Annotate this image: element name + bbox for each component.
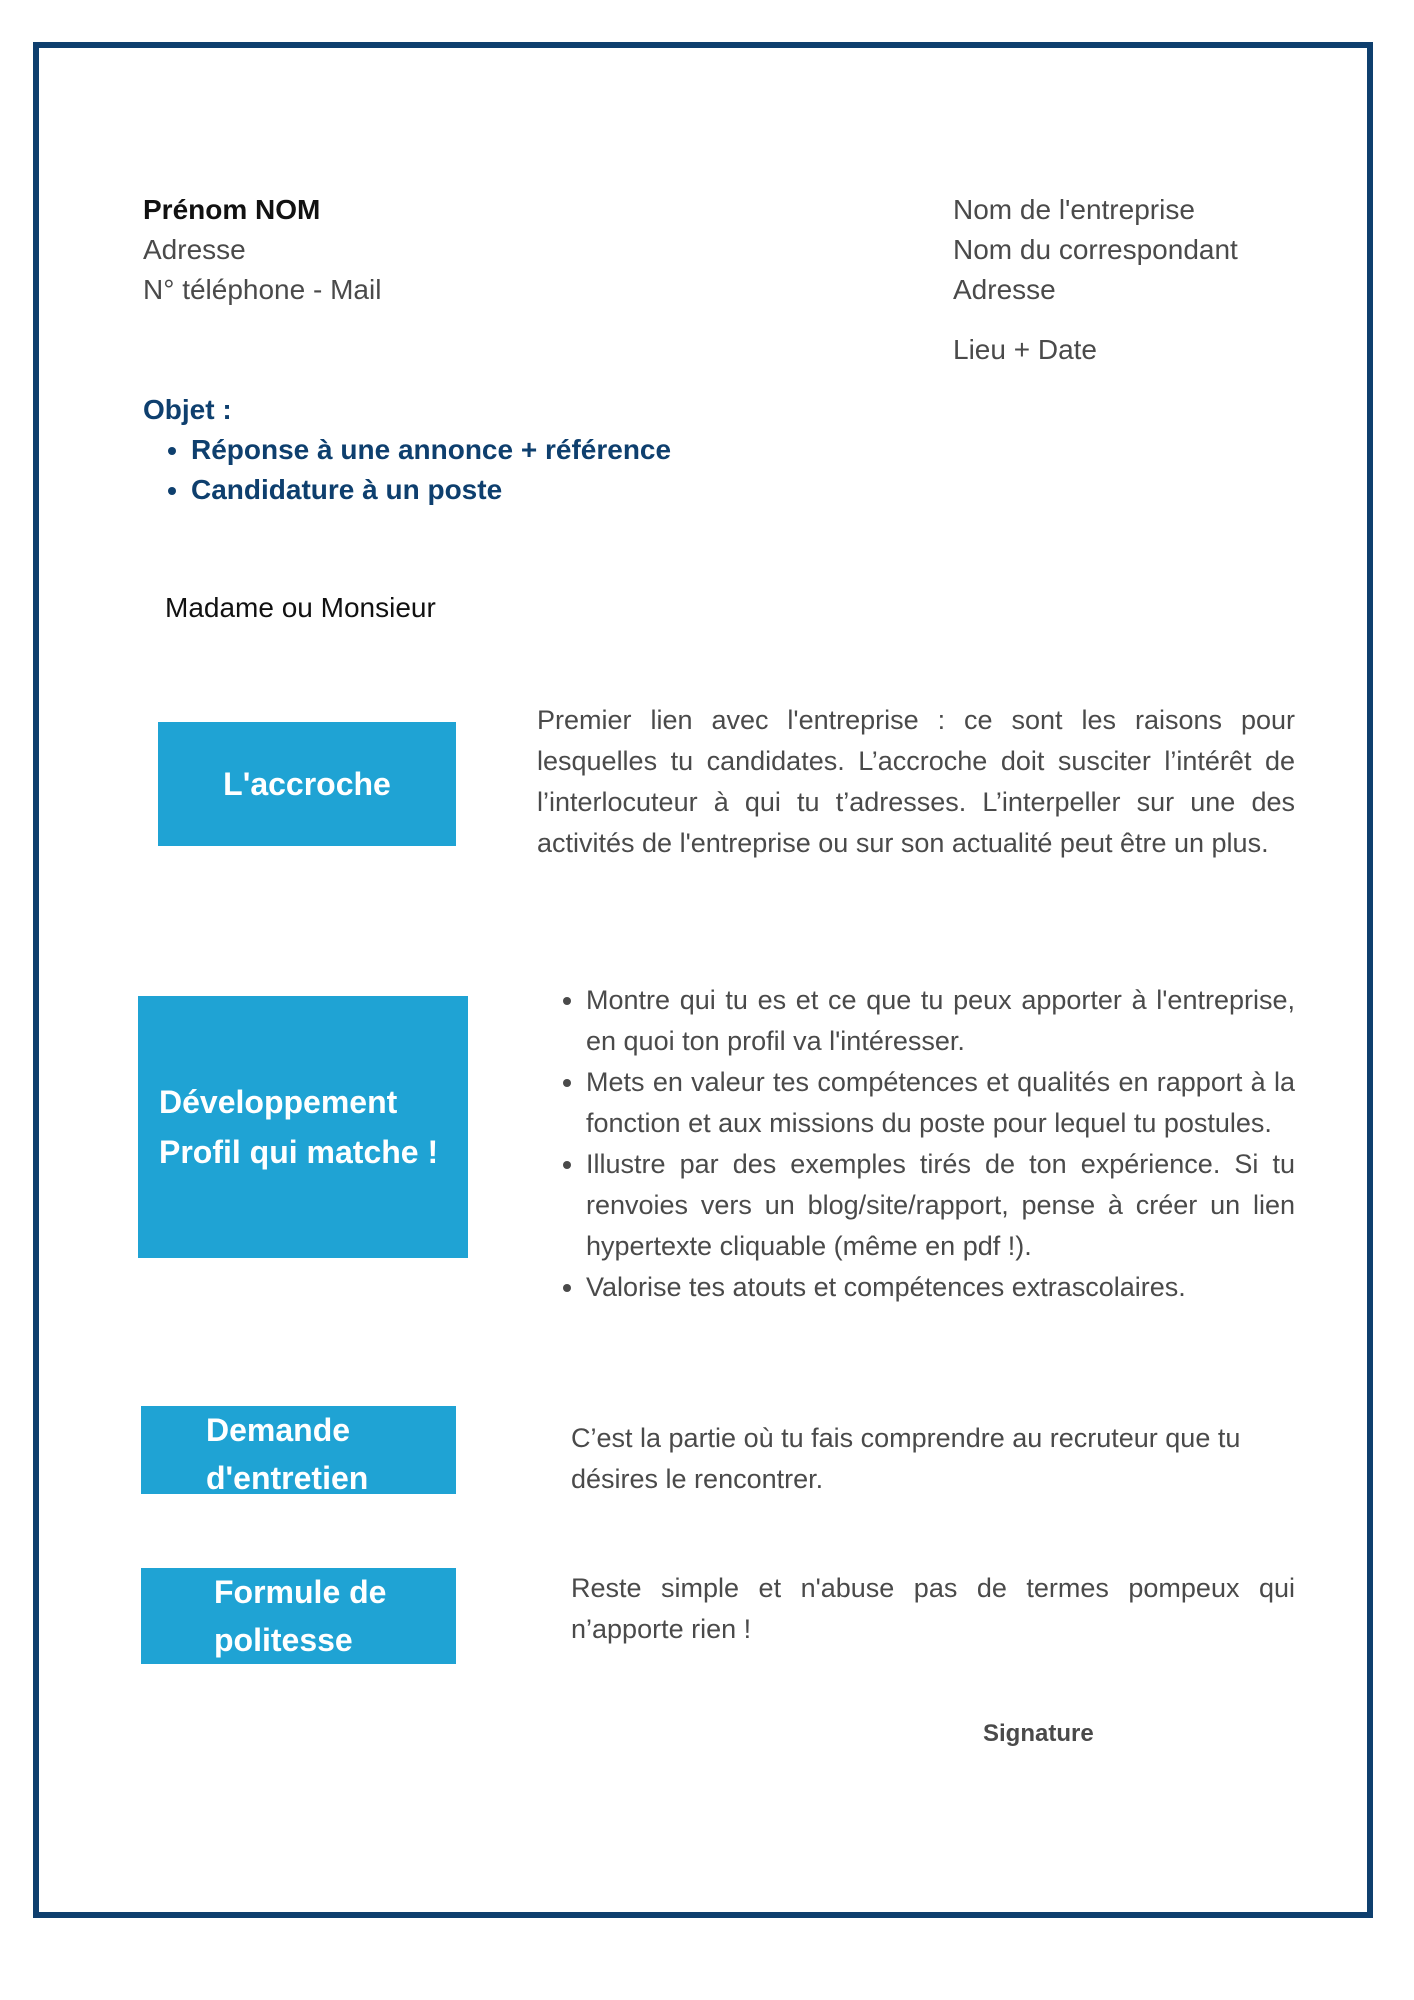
objet-label: Objet : xyxy=(143,394,232,425)
entretien-title-line1: Demande xyxy=(206,1412,351,1448)
developpement-list xyxy=(537,980,1295,1308)
developpement-bullet: • Illustre par des exemples tirés de ton expérience. Si tu renvoies vers un blog/site/rapport, pense à créer un lien hypertexte cliquable (même en pdf !). xyxy=(586,1144,1295,1267)
place-date: Lieu + Date xyxy=(953,334,1097,365)
politesse-text: Reste simple et n'abuse pas de termes pompeux qui n’apporte rien ! xyxy=(571,1573,1295,1644)
politesse-box xyxy=(141,1568,456,1664)
salutation: Madame ou Monsieur xyxy=(165,592,436,623)
developpement-bullet: • Montre qui tu es et ce que tu peux apporter à l'entreprise, en quoi ton profil va l'intéresser. xyxy=(586,980,1295,1062)
sender-address: Adresse xyxy=(143,234,246,265)
sender-name: Prénom NOM xyxy=(143,194,321,225)
entretien-text: C’est la partie où tu fais comprendre au recruteur que tu désires le rencontrer. xyxy=(571,1423,1241,1494)
entretien-box xyxy=(141,1406,456,1494)
accroche-text: Premier lien avec l'entreprise : ce sont les raisons pour lesquelles tu candidates. L’accroche doit susciter l’intérêt de l’interlocuteur à qui tu t’adresses. L’interpeller sur une des activités de l'entreprise ou sur son actualité peut être un plus. xyxy=(537,705,1295,858)
developpement-bullet: • Mets en valeur tes compétences et qualités en rapport à la fonction et aux missions du poste pour lequel tu postules. xyxy=(586,1062,1295,1144)
developpement-title-line2: Profil qui matche ! xyxy=(159,1134,439,1170)
developpement-bullet: • Valorise tes atouts et compétences extrascolaires. xyxy=(586,1267,1295,1308)
developpement-text xyxy=(537,980,1295,1308)
recipient-block xyxy=(953,190,1238,310)
sender-contact: N° téléphone - Mail xyxy=(143,274,382,305)
politesse-title-line2: politesse xyxy=(214,1622,353,1658)
developpement-title-line1: Développement xyxy=(159,1084,398,1120)
accroche-box xyxy=(158,722,456,846)
recipient-correspondent: Nom du correspondant xyxy=(953,234,1238,265)
accroche-title: L'accroche xyxy=(223,765,391,802)
sender-block xyxy=(143,190,381,310)
developpement-box xyxy=(138,996,468,1258)
objet-block xyxy=(143,390,671,510)
objet-item: • Réponse à une annonce + référence xyxy=(191,430,671,470)
signature: Signature xyxy=(983,1720,1094,1747)
entretien-title-line2: d'entretien xyxy=(206,1460,369,1496)
recipient-company: Nom de l'entreprise xyxy=(953,194,1195,225)
objet-list xyxy=(143,430,671,510)
objet-item: • Candidature à un poste xyxy=(191,470,671,510)
recipient-address: Adresse xyxy=(953,274,1056,305)
politesse-title-line1: Formule de xyxy=(214,1574,387,1610)
